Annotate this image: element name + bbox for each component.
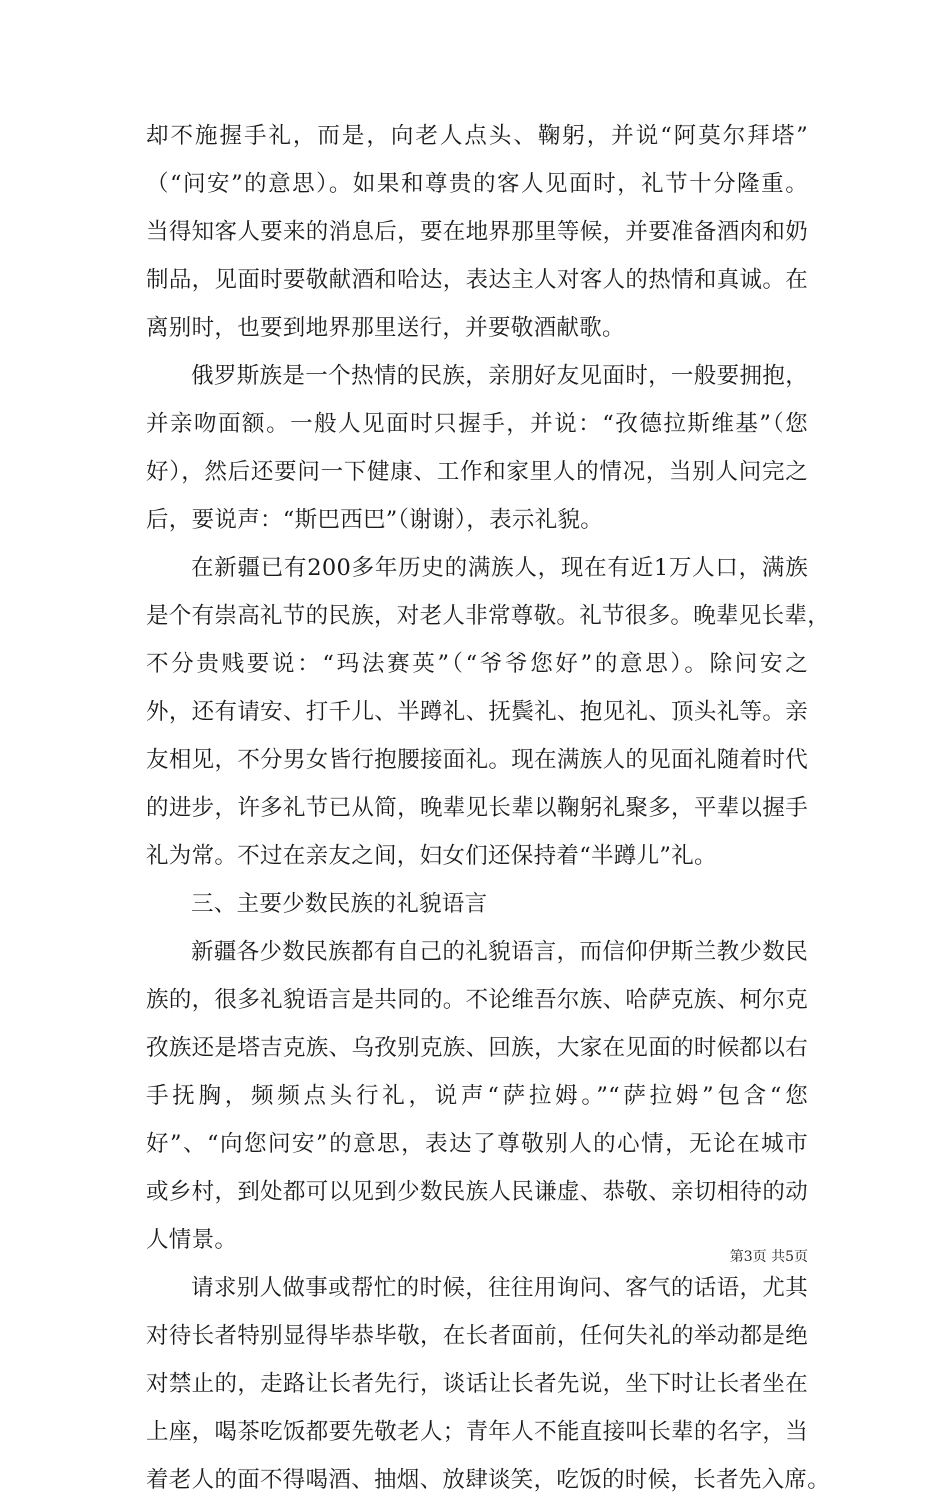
text-line: 对待长者特别显得毕恭毕敬，在长者面前，任何失礼的举动都是绝	[146, 1323, 808, 1349]
text-line: 好”、“向您问安”的意思，表达了尊敬别人的心情，无论在城市	[146, 1131, 808, 1157]
text-line: 友相见，不分男女皆行抱腰接面礼。现在满族人的见面礼随着时代	[146, 747, 808, 773]
text-line: 人情景。	[146, 1227, 238, 1253]
text-line: 礼为常。不过在亲友之间，妇女们还保持着“半蹲儿”礼。	[146, 843, 717, 869]
text-line: 着老人的面不得喝酒、抽烟、放肆谈笑，吃饭的时候，长者先入席。	[146, 1467, 831, 1493]
text-line: 好），然后还要问一下健康、工作和家里人的情况，当别人问完之	[146, 459, 808, 485]
text-line: 离别时，也要到地界那里送行，并要敬酒献歌。	[146, 315, 625, 341]
text-line: 是个有崇高礼节的民族，对老人非常尊敬。礼节很多。晚辈见长辈，	[146, 603, 831, 629]
text-line: 并亲吻面额。一般人见面时只握手，并说：“孜德拉斯维基”（您	[146, 411, 808, 437]
text-line: 后，要说声：“斯巴西巴”（谢谢），表示礼貌。	[146, 507, 604, 533]
text-line: 不分贵贱要说：“玛法赛英”（“爷爷您好”的意思）。除问安之	[146, 651, 808, 677]
paragraph-start-line: 请求别人做事或帮忙的时候，往往用询问、客气的话语，尤其	[191, 1275, 808, 1301]
paragraph-start-line: 俄罗斯族是一个热情的民族，亲朋好友见面时，一般要拥抱，	[191, 363, 808, 389]
text-line: 外，还有请安、打千儿、半蹲礼、抚鬓礼、抱见礼、顶头礼等。亲	[146, 699, 808, 725]
text-line: 当得知客人要来的消息后，要在地界那里等候，并要准备酒肉和奶	[146, 219, 808, 245]
text-line: 对禁止的，走路让长者先行，谈话让长者先说，坐下时让长者坐在	[146, 1371, 808, 1397]
text-line: 手抚胸，频频点头行礼，说声“萨拉姆。”“萨拉姆”包含“您	[146, 1083, 808, 1109]
text-line: 却不施握手礼，而是，向老人点头、鞠躬，并说“阿莫尔拜塔”	[146, 123, 808, 149]
text-line: 的进步，许多礼节已从简，晚辈见长辈以鞠躬礼聚多，平辈以握手	[146, 795, 808, 821]
text-line: 上座，喝茶吃饭都要先敬老人；青年人不能直接叫长辈的名字，当	[146, 1419, 808, 1445]
page-number: 第3页 共5页	[729, 1249, 808, 1265]
paragraph-start-line: 新疆各少数民族都有自己的礼貌语言，而信仰伊斯兰教少数民	[191, 939, 808, 965]
text-line: 孜族还是塔吉克族、乌孜别克族、回族，大家在见面的时候都以右	[146, 1035, 808, 1061]
text-line: （“问安”的意思）。如果和尊贵的客人见面时，礼节十分隆重。	[146, 171, 808, 197]
document-body	[146, 112, 831, 1504]
section-heading: 三、主要少数民族的礼貌语言	[191, 891, 488, 917]
text-line: 或乡村，到处都可以见到少数民族人民谦虚、恭敬、亲切相待的动	[146, 1179, 808, 1205]
paragraph-start-line: 在新疆已有200多年历史的满族人，现在有近1万人口，满族	[191, 555, 808, 581]
text-line: 族的，很多礼貌语言是共同的。不论维吾尔族、哈萨克族、柯尔克	[146, 987, 808, 1013]
text-line: 制品，见面时要敬献酒和哈达，表达主人对客人的热情和真诚。在	[146, 267, 808, 293]
